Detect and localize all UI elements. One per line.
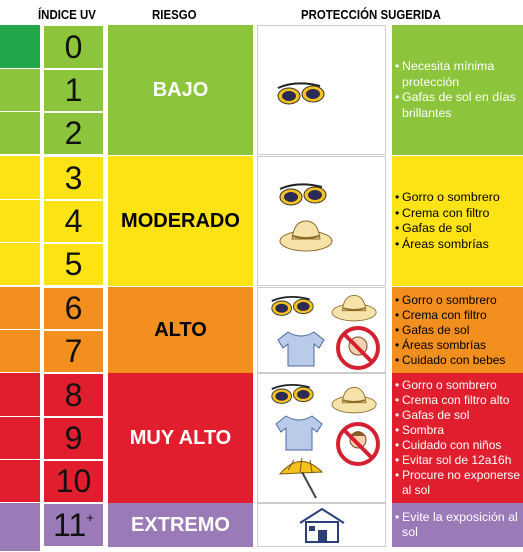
advice-text: Áreas sombrías	[402, 236, 489, 251]
uv-index-cell: 0	[43, 25, 104, 69]
sunglasses-icon	[280, 184, 326, 205]
advice-item	[395, 423, 521, 438]
shirt-icon	[276, 416, 322, 450]
pictogram-cell	[257, 156, 386, 286]
advice-text: Evitar sol de 12a16h	[402, 453, 512, 467]
strip-green-dark	[0, 25, 40, 69]
uv-index-cell: 9	[43, 417, 104, 460]
strip-purple	[0, 503, 40, 552]
advice-item	[395, 293, 521, 308]
pictogram-cell	[257, 373, 386, 503]
advice-item	[395, 190, 521, 206]
advice-text: Procure no exponerse al sol	[402, 468, 521, 497]
advice-item	[395, 90, 521, 121]
sunglasses-icon	[272, 297, 313, 316]
advice-text: Gafas de sol	[402, 408, 470, 422]
house-icon	[300, 509, 344, 542]
pictogram-cell	[257, 503, 386, 547]
uv-index-cell: 2	[43, 112, 104, 155]
hat-icon	[280, 221, 332, 251]
advice-list	[395, 59, 521, 121]
strip-yellow	[0, 156, 40, 200]
advice-list	[395, 293, 521, 368]
advice-text: Sombra	[402, 423, 445, 437]
shirt-icon	[278, 332, 324, 366]
advice-text: Crema con filtro	[402, 205, 490, 220]
strip-green	[0, 69, 40, 112]
uv-index-cell: 8	[43, 373, 104, 417]
risk-cell	[108, 156, 253, 286]
advice-text: Áreas sombrías	[402, 337, 487, 352]
advice-item	[395, 453, 521, 468]
uv-index-value: 11	[53, 506, 87, 543]
advice-text: Gorro o sombrero	[402, 190, 500, 204]
header-risk: RIESGO	[152, 7, 197, 22]
risk-cell	[108, 373, 253, 503]
risk-cell	[108, 503, 253, 547]
pictogram-cell	[257, 287, 386, 373]
uv-index-suffix: +	[86, 509, 94, 525]
risk-cell	[108, 287, 253, 373]
uv-index-cell: 4	[43, 200, 104, 243]
no-baby-icon	[338, 328, 378, 368]
advice-item	[395, 378, 521, 393]
sunglasses-icon	[272, 385, 313, 404]
pictogram-cell	[257, 25, 386, 155]
uv-index-cell: 3	[43, 156, 104, 200]
risk-label: EXTREMO	[131, 513, 230, 536]
risk-cell	[108, 25, 253, 155]
advice-text: Gafas de sol en días brillantes	[402, 90, 516, 120]
advice-cell	[392, 25, 523, 155]
strip-green	[0, 112, 40, 155]
advice-item	[395, 468, 521, 498]
advice-text: Cuidado con bebes	[402, 352, 506, 367]
advice-text: Cuidado con niños	[402, 438, 502, 452]
no-child-icon	[338, 424, 378, 464]
advice-cell	[392, 503, 523, 547]
advice-item	[395, 237, 521, 253]
advice-item	[395, 408, 521, 423]
risk-label: MODERADO	[121, 209, 240, 232]
risk-label: MUY ALTO	[129, 426, 232, 449]
advice-item	[395, 308, 521, 323]
advice-item	[395, 353, 521, 368]
advice-item	[395, 510, 521, 541]
advice-item	[395, 393, 521, 408]
advice-item	[395, 438, 521, 453]
umbrella-icon	[280, 458, 322, 498]
advice-text: Gorro o sombrero	[402, 292, 497, 307]
strip-yellow	[0, 200, 40, 243]
advice-cell	[392, 156, 523, 286]
uv-index-cell: 5	[43, 243, 104, 286]
risk-label: ALTO	[154, 318, 207, 341]
advice-text: Gorro o sombrero	[402, 378, 497, 392]
header-uv-index: ÍNDICE UV	[38, 7, 96, 22]
advice-item	[395, 323, 521, 338]
advice-cell	[392, 373, 523, 503]
advice-text: Crema con filtro	[402, 307, 487, 322]
risk-label: BAJO	[152, 78, 209, 101]
uv-index-cell: 6	[43, 287, 104, 330]
advice-text: Evite la exposición al sol	[402, 509, 518, 539]
uv-index-cell: 7	[43, 330, 104, 373]
hat-icon	[332, 295, 376, 321]
strip-yellow	[0, 243, 40, 286]
advice-text: Crema con filtro alto	[402, 393, 510, 407]
advice-item	[395, 338, 521, 353]
advice-cell	[392, 287, 523, 373]
strip-red	[0, 373, 40, 417]
strip-orange	[0, 287, 40, 330]
advice-item	[395, 221, 521, 237]
header-protection: PROTECCIÓN SUGERIDA	[301, 7, 441, 22]
sunglasses-icon	[278, 83, 324, 104]
uv-index-cell: 1	[43, 69, 104, 112]
uv-index-cell: 10	[43, 460, 104, 503]
advice-list	[395, 378, 521, 498]
advice-list	[395, 510, 521, 541]
advice-text: Gafas de sol	[402, 221, 472, 235]
hat-icon	[332, 387, 376, 413]
advice-text: Necesita mínima protección	[402, 59, 495, 89]
strip-red	[0, 417, 40, 460]
strip-orange	[0, 330, 40, 373]
advice-text: Gafas de sol	[402, 322, 470, 337]
advice-list	[395, 190, 521, 252]
uv-index-cell-max	[43, 503, 104, 547]
advice-item	[395, 206, 521, 222]
advice-item	[395, 59, 521, 90]
strip-red	[0, 460, 40, 503]
